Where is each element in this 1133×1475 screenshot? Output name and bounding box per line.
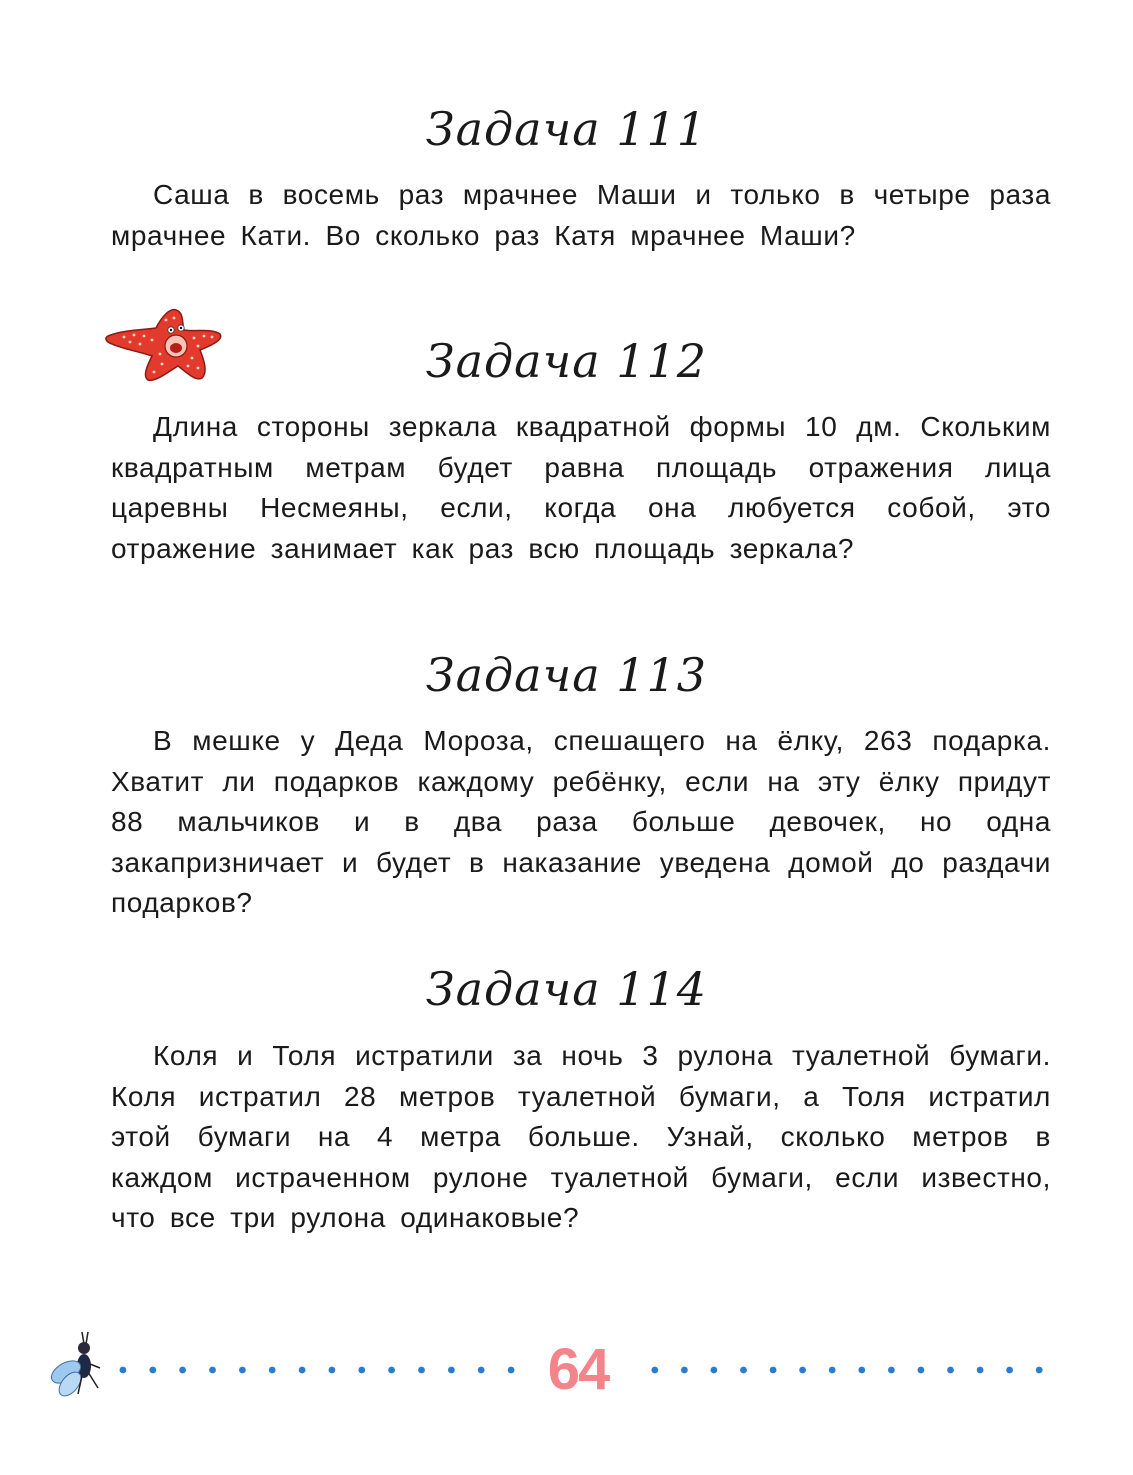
page-number: 64: [547, 1337, 609, 1402]
footer-dots-left: [108, 1362, 526, 1378]
footer-dot: [947, 1367, 954, 1374]
footer-dot: [329, 1367, 336, 1374]
footer-dot: [269, 1367, 276, 1374]
footer-dot: [740, 1367, 747, 1374]
task-114-title: Задача 114: [425, 962, 708, 1016]
footer-dot: [448, 1367, 455, 1374]
footer-dot: [1006, 1367, 1013, 1374]
footer-dot: [418, 1367, 425, 1374]
task-113-text: В мешке у Деда Мороза, спешащего на ёлку, 263 подарка. Хватит ли подарков каждому ребёнку, если на эту ёлку придут 88 мальчиков и в два раза больше девочек, но одна закапризничает и будет в наказание уведена домой до раздачи подарков?: [111, 725, 1051, 918]
footer-dot: [508, 1367, 515, 1374]
task-114-text: Коля и Толя истратили за ночь 3 рулона туалетной бумаги. Коля истратил 28 метров туалетной бумаги, а Толя истратил этой бумаги на 4 метра больше. Узнай, сколько метров в каждом истраченном рулоне туалетной бумаги, если известно, что все три рулона одинаковые?: [111, 1040, 1051, 1233]
task-113-title: Задача 113: [425, 648, 708, 702]
task-112-text: Длина стороны зеркала квадратной формы 10 дм. Скольким квадратным метрам будет равна площадь отражения лица царевны Несмеяны, если, когда она любуется собой, это отражение занимает как раз всю площадь зеркала?: [111, 411, 1051, 564]
task-111-text: Саша в восемь раз мрачнее Маши и только в четыре раза мрачнее Кати. Во сколько раз Катя мрачнее Маши?: [111, 179, 1051, 251]
footer-dot: [829, 1367, 836, 1374]
footer-dot: [888, 1367, 895, 1374]
footer-dot: [358, 1367, 365, 1374]
footer-dot: [681, 1367, 688, 1374]
footer-dot: [149, 1367, 156, 1374]
footer-dot: [799, 1367, 806, 1374]
footer-dot: [120, 1367, 127, 1374]
footer-dot: [1036, 1367, 1043, 1374]
footer-dot: [770, 1367, 777, 1374]
footer-dot: [858, 1367, 865, 1374]
task-112-title: Задача 112: [425, 334, 708, 388]
footer-dot: [711, 1367, 718, 1374]
task-111-title: Задача 111: [425, 102, 708, 156]
footer-dot: [209, 1367, 216, 1374]
fly-icon: [48, 1328, 104, 1400]
footer-dot: [179, 1367, 186, 1374]
footer-dot: [977, 1367, 984, 1374]
footer-dot: [651, 1367, 658, 1374]
footer-dot: [478, 1367, 485, 1374]
footer-dot: [918, 1367, 925, 1374]
footer-dot: [299, 1367, 306, 1374]
footer-dot: [239, 1367, 246, 1374]
footer-dots-right: [640, 1362, 1054, 1378]
footer-dot: [388, 1367, 395, 1374]
